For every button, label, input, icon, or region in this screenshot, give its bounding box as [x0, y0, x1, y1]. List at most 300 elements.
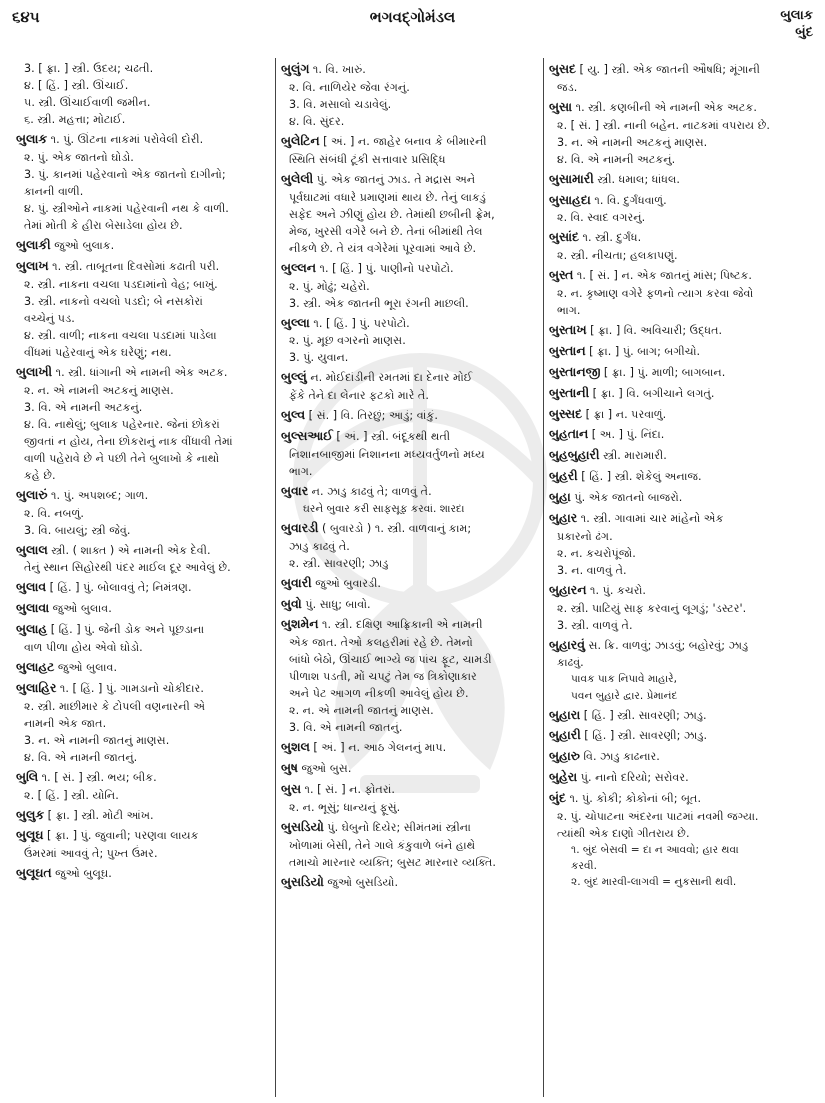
entry-line — [281, 189, 537, 206]
entry-line — [16, 522, 269, 539]
headword: બુસ્ત — [549, 267, 574, 283]
definition-text: નિશાનબાજીમાં નિશાનના મધ્યવર્તુળનો મધ્ય — [289, 447, 485, 461]
definition-text: ૧. સ્ત્રી. દુર્ગંધ. — [578, 231, 642, 245]
entry-line — [281, 223, 537, 240]
entry-line — [549, 842, 814, 858]
definition-text: સફેદ અને ઝીણું હોય છે. તેમાંથી છબીની ફ્રેમ, — [289, 207, 495, 221]
entry-headline — [16, 620, 269, 639]
definition-text: પું. નાનો દરિયો; સરોવર. — [577, 771, 689, 785]
headword: બુલાખી — [16, 363, 53, 379]
dictionary-entry — [281, 482, 537, 517]
entry-line — [549, 151, 814, 168]
entry-headline — [549, 425, 814, 444]
entry-line — [16, 416, 269, 433]
entry-headline — [16, 679, 269, 698]
entry-headline — [16, 130, 269, 149]
definition-text: ફેંકે તેને દા લેનાર ફટકો મારે તે. — [289, 389, 429, 403]
definition-text: ૧. [ સં. ] ન. ફોતરાં. — [301, 783, 395, 797]
dictionary-entry — [549, 488, 814, 507]
dictionary-entry — [281, 818, 537, 871]
definition-text: ૧. બુંદ બેસવી = દા ન આવવો; હાર થવા — [571, 843, 739, 856]
entry-headline — [281, 259, 537, 278]
entry-headline — [281, 427, 537, 446]
definition-text: ૨. વિ. નબળું. — [24, 506, 84, 520]
entry-line — [549, 285, 814, 302]
dictionary-entry — [549, 342, 814, 361]
dictionary-entry — [549, 446, 814, 465]
entry-line — [549, 562, 814, 579]
definition-text: ૧. પું. કોકી; કોકોનાં બી; બૂત. — [565, 791, 702, 805]
entry-line — [16, 327, 269, 344]
headword: બુહતાન — [549, 426, 589, 442]
definition-text: વાળ પીળા હોય એવો ઘોડો. — [24, 640, 143, 654]
entry-line — [16, 382, 269, 399]
definition-text: ૧. પું. ઊંટના નાકમાં પરોવેલી દોરી. — [47, 133, 204, 147]
dictionary-entry — [281, 132, 537, 168]
definition-text: ૪. [ હિં. ] સ્ત્રી. ઊંચાઈ. — [24, 79, 129, 93]
headword: બુલાખ — [16, 257, 49, 273]
headword: બુવારી — [281, 574, 312, 590]
definition-text: વીંધમાં પહેરવાનું એક ઘરેણું; નથ. — [24, 345, 172, 359]
entry-line — [549, 528, 814, 545]
entry-line — [16, 60, 269, 77]
definition-text: ૧. [ હિં. ] પું. ગામડાનો ચોકીદાર. — [56, 681, 204, 695]
headword: બુલ્લા — [281, 314, 310, 330]
dictionary-entry — [281, 259, 537, 312]
definition-text: ૨. [ હિં. ] સ્ત્રી. યોનિ. — [24, 788, 119, 802]
definition-text: [ હિં. ] સ્ત્રી. સાવરણી; ઝાડુ. — [580, 729, 708, 743]
headword: બુહબુહારી — [549, 447, 600, 463]
headword: બુલાવ — [16, 579, 47, 595]
definition-text: ૨. સ્ત્રી. માછીમાર કે ટોપલી વણનારની એ — [24, 699, 206, 713]
entry-line — [281, 837, 537, 854]
entry-line — [16, 845, 269, 862]
headword: બુસામારી — [549, 170, 594, 186]
entry-line — [16, 344, 269, 361]
definition-text: ૧. વિ. દુર્ગંધવાળું. — [590, 193, 667, 207]
dictionary-entry — [549, 706, 814, 725]
definition-text: ૧. સ્ત્રી. કણબીની એ નામની એક અટક. — [572, 100, 757, 114]
entry-line — [281, 79, 537, 96]
definition-text: ૧. વિ. ખારું. — [309, 63, 366, 76]
dictionary-entry — [16, 578, 269, 597]
definition-text: [ હિં. ] પું. બોલાવવું તે; નિમંત્રણ. — [46, 581, 192, 595]
definition-text: જુઓ બુલાવ. — [54, 660, 118, 674]
entry-headline — [16, 826, 269, 845]
entry-headline — [549, 191, 814, 210]
definition-text: ૨. [ સં. ] સ્ત્રી. નાની બહેન. નાટકમાં વપરાય છે. — [557, 118, 770, 132]
dictionary-entry — [16, 679, 269, 766]
definition-text: જુઓ બુલાવ. — [49, 602, 112, 616]
entry-line — [16, 183, 269, 200]
definition-text: ૨. સ્ત્રી. નાકના વચલા પડદામાંનો વેહ; બાખું. — [24, 277, 218, 291]
definition-text: ઘરને બુવાર કરી સાફસૂફ કરવાં. શારદા — [303, 502, 465, 515]
headword: બુલાહટ — [16, 658, 55, 674]
dictionary-entry — [549, 363, 814, 382]
definition-text: [ ફ્રા ] ન. પરવાળું. — [582, 407, 667, 421]
entry-line — [281, 206, 537, 223]
definition-text: ( બુવારડો ) ૧. સ્ત્રી. વાળવાનું કામ; — [318, 521, 472, 535]
entry-line — [281, 501, 537, 517]
entry-headline — [549, 363, 814, 382]
dictionary-entry — [16, 768, 269, 804]
column-left — [16, 60, 269, 1099]
entry-line — [549, 134, 814, 151]
headword: બુંદ — [549, 789, 566, 805]
entry-headline — [281, 132, 537, 151]
definition-text: ૨. પું. એક જાતનો ઘોડો. — [24, 150, 134, 164]
entry-line — [549, 247, 814, 264]
definition-text: ૧. પું. કચરો. — [586, 583, 646, 597]
headword: બુસદ — [549, 61, 576, 76]
headword: બુસ — [281, 781, 301, 797]
dictionary-entry — [16, 826, 269, 862]
definition-text: પું. સાધુ; બાવો. — [301, 597, 371, 611]
headword: બુહારા — [549, 706, 581, 722]
definition-text: [ અં. ] ન. આઠ ગેલનનું માપ. — [309, 741, 447, 755]
definition-text: કરવી. — [571, 859, 597, 872]
column-right — [549, 60, 814, 1099]
entry-line — [16, 149, 269, 166]
definition-text: ૧. સ્ત્રી. તાબૂતના દિવસોમાં કઢાતી પરી. — [48, 259, 220, 273]
definition-text: [ ફ્રા. ] વિ. અવિચારી; ઉદ્ધત. — [586, 324, 723, 338]
headword: બુષ — [281, 760, 298, 776]
entry-line — [549, 825, 814, 842]
definition-text: ૪. સ્ત્રી. વાળી; નાકના વચલા પડદામાં પાડેલા — [24, 328, 217, 342]
entry-line — [281, 799, 537, 816]
definition-text: 3. વિ. મસાલો ચડાવેલું. — [289, 97, 392, 111]
dictionary-entry — [16, 130, 269, 234]
headword: બુસડિયો — [281, 818, 324, 834]
headword: બુવો — [281, 595, 302, 611]
entry-headline — [281, 482, 537, 501]
definition-text: 3. પું. કાનમાં પહેરવાનો એક જાતનો દાગીનો; — [24, 167, 226, 181]
page-number: ૬૪૫ — [12, 8, 40, 26]
definition-text: ત્યાંથી એક દાણો ગીતરાય છે. — [557, 826, 690, 840]
headword: બુલાકી — [16, 236, 51, 252]
headword: બુહારી — [549, 727, 581, 743]
entry-line — [281, 96, 537, 113]
entry-line — [281, 240, 537, 257]
definition-text: ૨. વિ. નાળિયેર જેવા રંગનું. — [289, 80, 410, 94]
entry-headline — [549, 60, 814, 79]
definition-text: તમાચો મારનાર વ્યક્તિ; બુસટ મારનાર વ્યક્તિ. — [289, 855, 496, 869]
definition-text: ૨. ન. કચરોપૂંજો. — [557, 546, 636, 560]
dictionary-entry — [281, 595, 537, 614]
headword: બુલૂઘ — [16, 827, 44, 843]
definition-text: ૪. પું. સ્ત્રીઓને નાકમાં પહેરવાની નથ કે વાળી. — [24, 201, 229, 215]
dictionary-entry — [16, 363, 269, 484]
entry-headline — [549, 636, 814, 655]
definition-text: [ યુ. ] સ્ત્રી. એક જાતની ઔષધિ; મૂંગાની — [575, 63, 760, 76]
definition-text: 3. [ ફ્રા. ] સ્ત્રી. ઉદય; ચઢતી. — [24, 62, 154, 75]
dictionary-entry — [281, 759, 537, 778]
entry-headline — [16, 864, 269, 883]
definition-text: ૨. પું. ચોપાટના અંદરના પાટમાં નવમી જગ્યા. — [557, 809, 759, 823]
column-divider — [543, 58, 544, 1097]
dictionary-entry — [549, 321, 814, 340]
definition-text: પીળાશ પડતી, મોં ચપટું તેમ જ ત્રિકોણાકાર — [289, 670, 477, 684]
entry-headline — [281, 406, 537, 425]
definition-text: પવન બુહારે દ્વાર. પ્રેમાનંદ — [571, 689, 678, 702]
entry-line — [16, 450, 269, 467]
dictionary-entry — [549, 266, 814, 319]
definition-text: 3. સ્ત્રી. નાકનો વચલો પડદો; બે નસકોરાં — [24, 294, 203, 308]
definition-text: ૨. પું. મૂછ વગરનો માણસ. — [289, 334, 406, 348]
definition-text: ૧. પું. અપશબ્દ; ગાળ. — [47, 488, 149, 502]
dictionary-entry — [16, 864, 269, 883]
definition-text: જુઓ બુલાક. — [50, 238, 115, 252]
entry-headline — [281, 615, 537, 634]
definition-text: ૨. સ્ત્રી. નીચતા; હલકાપણું. — [557, 249, 678, 263]
headword: બુલાલ — [16, 541, 48, 557]
dictionary-entry — [549, 98, 814, 168]
entry-headline — [549, 342, 814, 361]
headword: બુશમેન — [281, 616, 319, 632]
entry-line — [16, 293, 269, 310]
entry-line — [281, 332, 537, 349]
dictionary-entry — [281, 873, 537, 892]
entry-headline — [549, 321, 814, 340]
definition-text: ૬. સ્ત્રી. મહત્તા; મોટાઈ. — [24, 113, 126, 127]
dictionary-entry — [16, 658, 269, 677]
entry-headline — [281, 738, 537, 757]
definition-text: 3. ન. એ નામની જાતનું માણસ. — [24, 733, 170, 747]
headword: બુસ્સદ — [549, 405, 583, 421]
definition-text: 3. ન. એ નામની અટકનું માણસ. — [557, 135, 708, 149]
entry-headline — [281, 314, 537, 333]
entry-headline — [549, 467, 814, 486]
headword: બુવારડી — [281, 519, 319, 535]
dictionary-entry — [549, 191, 814, 227]
dictionary-entry — [16, 541, 269, 577]
entry-headline — [16, 658, 269, 677]
entry-line — [281, 295, 537, 312]
entry-line — [16, 217, 269, 234]
column-middle — [281, 60, 537, 1099]
definition-text: નીકળે છે. તે યંત્ર વગેરેમાં પૂરવામાં આવે છે. — [289, 241, 477, 255]
entry-headline — [549, 706, 814, 725]
book-title: ભગવદ્ગોમંડલ — [369, 8, 456, 26]
definition-text: તેમાં મોતી કે હીરા બેસાડેલા હોય છે. — [24, 218, 183, 232]
entry-headline — [549, 726, 814, 745]
definition-text: 3. વિ. એ નામની અટકનું. — [24, 400, 143, 414]
entry-line — [281, 685, 537, 702]
definition-text: પું. ઘેબુનો દિયેર; સીમંતમાં સ્ત્રીના — [323, 820, 471, 834]
entry-line — [549, 209, 814, 226]
definition-text: વચ્ચેનું પડ. — [24, 311, 75, 325]
definition-text: 3. સ્ત્રી. એક જાતની ભૂરા રંગની માછલી. — [289, 296, 469, 310]
dictionary-entry — [16, 620, 269, 656]
headword: બુસ્તાન — [549, 343, 586, 359]
dictionary-entry — [281, 368, 537, 404]
entry-line — [549, 302, 814, 319]
entry-headline — [16, 599, 269, 618]
headword: બુલાવા — [16, 600, 50, 616]
dictionary-entry — [549, 405, 814, 424]
definition-text: સ. ક્રિ. વાળવું; ઝાડવું; બહોરવું; ઝાડુ — [584, 638, 749, 652]
definition-text: [ સં. ] વિ. તિરછું; આડું; વાંકું. — [305, 409, 438, 423]
entry-headline — [549, 446, 814, 465]
definition-text: મેજ, ખુરસી વગેરે બને છે. તેનાં બીમાંથી તેલ — [289, 224, 483, 238]
definition-text: 3. પું. યુવાન. — [289, 351, 349, 365]
entry-headline — [281, 873, 537, 892]
definition-text: [ ફ્રા. ] પું. માળી; બાગબાન. — [600, 365, 726, 379]
dictionary-entry — [549, 509, 814, 579]
headword: બુલેટિન — [281, 132, 320, 148]
entry-line — [281, 634, 537, 651]
entry-headline — [549, 747, 814, 766]
definition-text: ૧. [ સં. ] ન. એક જાતનું માંસ; પિષ્ટક. — [573, 269, 752, 283]
dictionary-entry — [549, 467, 814, 486]
dictionary-entry — [549, 726, 814, 745]
entry-headline — [16, 541, 269, 560]
entry-line — [549, 545, 814, 562]
headword: બુસ્તાની — [549, 384, 590, 400]
definition-text: વિ. ઝાડુ કાઢનાર. — [579, 750, 660, 764]
dictionary-entry — [281, 314, 537, 367]
definition-text: 3. વિ. બાયલું; સ્ત્રી જેવું. — [24, 523, 131, 537]
entry-headline — [549, 228, 814, 247]
entry-line — [16, 732, 269, 749]
headword: બુહારન — [549, 581, 587, 597]
dictionary-entry — [281, 738, 537, 757]
entry-line — [281, 387, 537, 404]
entry-headline — [281, 519, 537, 538]
entry-line — [16, 276, 269, 293]
headword: બુવાર — [281, 482, 309, 498]
entry-headline — [281, 818, 537, 837]
entry-line — [549, 617, 814, 634]
entry-headline — [281, 368, 537, 387]
definition-text: પાવક પાક નિપાવે માહારે, — [571, 673, 678, 686]
definition-text: કહે છે. — [24, 468, 56, 482]
headword: બુશલ — [281, 739, 310, 755]
entry-line — [549, 671, 814, 687]
dictionary-entry — [16, 806, 269, 825]
entry-line — [16, 467, 269, 484]
entry-headline — [549, 509, 814, 528]
definition-text: [ હિં. ] સ્ત્રી. સાવરણી; ઝાડુ. — [580, 708, 707, 722]
definition-text: નામની એક જાત. — [24, 716, 107, 730]
definition-text: ૨. બુંદ મારવી-લાગવી = નુકસાની થવી. — [571, 876, 737, 889]
dictionary-entry — [16, 236, 269, 255]
entry-line — [16, 94, 269, 111]
entry-line — [281, 702, 537, 719]
entry-headline — [549, 581, 814, 600]
headword: બુહેરા — [549, 769, 578, 785]
dictionary-entry — [549, 789, 814, 890]
entry-headline — [549, 768, 814, 787]
definition-text: ભાગ. — [289, 464, 313, 478]
definition-text: ન. ઝાડુ કાઢવું તે; વાળવું તે. — [308, 484, 432, 498]
entry-line — [549, 79, 814, 96]
definition-text: ઝાડુ કાઢવું તે. — [289, 539, 350, 553]
dictionary-entry — [16, 599, 269, 618]
headword: બુલ્લું — [281, 369, 307, 385]
definition-text: ૧. [ હિં. ] પું. પાણીનો પરપોટો. — [316, 261, 454, 275]
definition-text: જુઓ બુસ. — [297, 762, 352, 776]
dictionary-entry — [281, 780, 537, 816]
definition-text: [ ફ્રા. ] વિ. બગીચાને લગતું. — [589, 386, 715, 400]
definition-text: જીવતાં ન હોય, તેના છોકરાનું નાક વીંધાવી તેમાં — [24, 434, 233, 448]
entry-line — [16, 200, 269, 217]
first-guide-word: બુલાક — [780, 8, 813, 23]
dictionary-entry — [16, 257, 269, 361]
entry-line — [16, 399, 269, 416]
definition-text: તેનું સ્થાન સિહોરથી પંદર માઈલ દૂર આવેલું છે. — [24, 561, 231, 575]
definition-text: [ અ. ] પું. નિંદા. — [588, 428, 665, 442]
definition-text: ૪. વિ. એ નામની જાતનું. — [24, 750, 138, 764]
headword: બુસ્તાખ — [549, 322, 587, 338]
entry-headline — [549, 170, 814, 189]
entry-line — [549, 874, 814, 890]
definition-text: ૪. વિ. સુંદર. — [289, 114, 345, 128]
definition-text: કાઢવું. — [557, 656, 584, 670]
entry-headline — [549, 405, 814, 424]
entry-line — [549, 654, 814, 671]
entry-line — [16, 505, 269, 522]
definition-text: ૨. સ્ત્રી. પાટિયું સાફ કરવાનું લૂગડું; 'ડસ્ટર'. — [557, 601, 747, 615]
definition-text: સ્ત્રી. મારામારી. — [599, 449, 667, 463]
entry-headline — [16, 806, 269, 825]
definition-text: [ ફ્રા. ] પું. બાગ; બગીચો. — [585, 345, 701, 359]
entry-headline — [281, 574, 537, 593]
entry-line — [281, 446, 537, 463]
definition-text: [ હિં. ] પું. જેની ડોક અને પૂછડાના — [47, 623, 205, 637]
entry-line — [281, 151, 537, 168]
definition-text: ૫. સ્ત્રી. ઊંચાઈવાળી જમીન. — [24, 96, 151, 110]
entry-headline — [549, 266, 814, 285]
definition-text: એક જાત. તેઓ કલહરીમાં રહે છે. તેમનો — [289, 636, 473, 650]
entry-line — [281, 719, 537, 736]
definition-text: પ્રકારનો ઢંગ. — [557, 529, 613, 543]
definition-text: ૨. ન. એ નામની જાતનું માણસ. — [289, 704, 434, 718]
dictionary-entry — [281, 615, 537, 736]
headword: બુલુક — [16, 806, 45, 822]
entry-line — [281, 349, 537, 366]
headword: બુલાહિર — [16, 679, 57, 695]
entry-line — [281, 278, 537, 295]
definition-text: કાનની વાળી. — [24, 184, 84, 198]
definition-text: અને પેટ આગળ નીકળી આવેલું હોય છે. — [289, 687, 469, 701]
definition-text: [ ફ્રા. ] સ્ત્રી. મોટી આંખ. — [44, 808, 154, 822]
dictionary-entry — [549, 60, 814, 96]
dictionary-entry — [281, 170, 537, 257]
entry-headline — [549, 384, 814, 403]
entry-line — [16, 559, 269, 576]
dictionary-entry — [549, 384, 814, 403]
entry-headline — [281, 759, 537, 778]
definition-text: જુઓ બુવારડી. — [311, 576, 381, 590]
entry-line — [281, 651, 537, 668]
dictionary-entry — [549, 768, 814, 787]
headword: બુલ્વ — [281, 407, 306, 423]
definition-text: જુઓ બુલૂઘ. — [51, 867, 112, 881]
column-divider — [275, 58, 276, 1097]
definition-text: ૪. વિ. નાથેલું; બુલાક પહેરનાર. જેનાં છોકરાં — [24, 417, 220, 431]
entry-headline — [549, 488, 814, 507]
definition-text: [ અં. ] સ્ત્રી. બંદૂકથી થતી — [332, 430, 451, 444]
entry-headline — [16, 363, 269, 382]
definition-text: ૧. [ સં. ] સ્ત્રી. ભય; બીક. — [38, 770, 157, 784]
last-guide-word: બુંદ — [795, 25, 813, 40]
headword: બુસાહદા — [549, 191, 591, 207]
definition-text: ભાગ. — [557, 304, 581, 318]
headword: બુલ્લન — [281, 259, 316, 275]
entry-headline — [549, 98, 814, 117]
dictionary-entry — [549, 170, 814, 189]
